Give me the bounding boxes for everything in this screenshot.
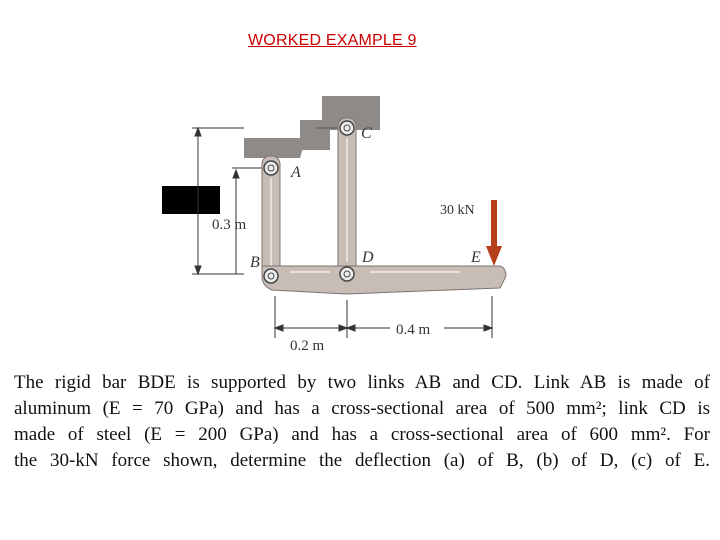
label-C: C bbox=[361, 125, 372, 142]
pin-C bbox=[340, 121, 354, 135]
pin-D bbox=[340, 267, 354, 281]
label-dim-vertical: 0.3 m bbox=[212, 217, 247, 233]
link-CD bbox=[338, 118, 356, 278]
label-dim-BD: 0.2 m bbox=[290, 338, 325, 354]
problem-line-4: the 30-kN force shown, determine the deflection (a) of B, (b) of D, (c) of E. bbox=[14, 450, 710, 471]
pin-A bbox=[264, 161, 278, 175]
label-dim-DE: 0.4 m bbox=[396, 322, 431, 338]
fixed-support bbox=[244, 96, 380, 158]
label-E: E bbox=[471, 249, 481, 266]
problem-line-2: aluminum (E = 70 GPa) and has a cross-sectional area of 500 mm²; link CD is bbox=[14, 398, 710, 419]
slide-title: WORKED EXAMPLE 9 bbox=[248, 32, 417, 49]
problem-line-1: The rigid bar BDE is supported by two links AB and CD. Link AB is made of bbox=[14, 372, 710, 393]
label-force: 30 kN bbox=[440, 203, 475, 218]
label-A: A bbox=[291, 164, 301, 181]
pin-B bbox=[264, 269, 278, 283]
problem-line-3: made of steel (E = 200 GPa) and has a cross-sectional area of 600 mm². For bbox=[14, 424, 710, 445]
problem-statement bbox=[14, 370, 710, 474]
redaction-block bbox=[162, 186, 220, 214]
dimension-horizontal bbox=[275, 296, 492, 338]
label-B: B bbox=[250, 254, 260, 271]
label-D: D bbox=[362, 249, 374, 266]
force-arrow bbox=[486, 200, 502, 266]
rigid-bar-BDE bbox=[262, 266, 506, 294]
